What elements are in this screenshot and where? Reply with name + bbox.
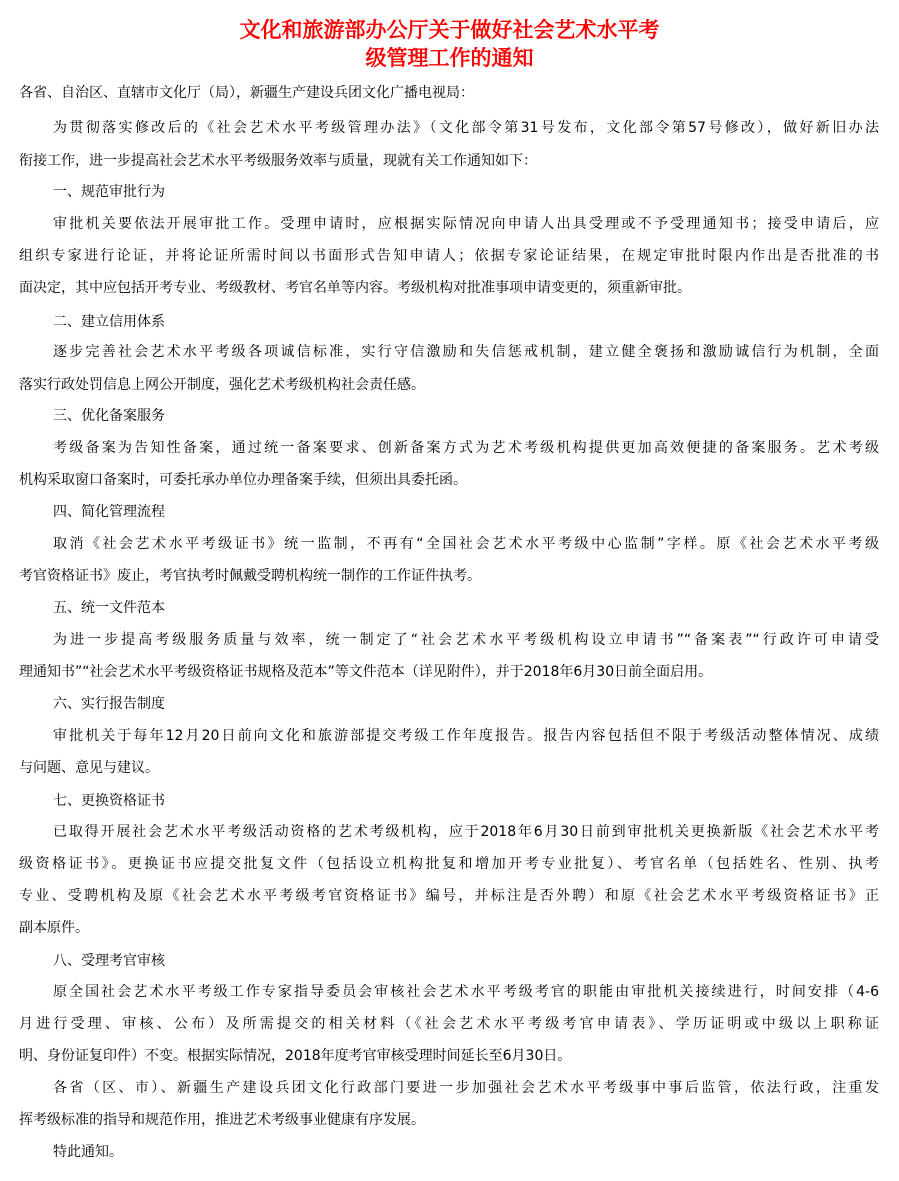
section-line: 明、身份证复印件）不变。根据实际情况，2018年度考官审核受理时间延长至6月30日。 xyxy=(19,1048,572,1064)
section-heading: 三、优化备案服务 xyxy=(53,408,165,424)
section-line: 面决定，其中应包括开考专业、考级教材、考官名单等内容。考级机构对批准事项申请变更的，须重新审批。 xyxy=(19,280,691,296)
section-heading: 八、受理考官审核 xyxy=(53,953,165,969)
section-line: 理通知书”“社会艺术水平考级资格证书规格及范本”等文件范本（详见附件），并于2018年6月30日前全面启用。 xyxy=(19,664,713,680)
section-line: 考官资格证书》废止，考官执考时佩戴受聘机构统一制作的工作证件执考。 xyxy=(19,568,481,584)
section-line: 级资格证书》。更换证书应提交批复文件（包括设立机构批复和增加开考专业批复）、考官名单（包括姓名、性别、执考 xyxy=(19,856,879,872)
section-heading: 七、更换资格证书 xyxy=(53,793,165,809)
section-line: 落实行政处罚信息上网公开制度，强化艺术考级机构社会责任感。 xyxy=(19,377,425,393)
section-line: 原全国社会艺术水平考级工作专家指导委员会审核社会艺术水平考级考官的职能由审批机关接续进行，时间安排（4-6 xyxy=(53,984,879,1000)
section-line: 月进行受理、审核、公布）及所需提交的相关材料（《社会艺术水平考级考官申请表》、学历证明或中级以上职称证 xyxy=(19,1016,879,1032)
section-line: 与问题、意见与建议。 xyxy=(19,760,159,776)
section-heading: 四、简化管理流程 xyxy=(53,504,165,520)
section-line: 取消《社会艺术水平考级证书》统一监制，不再有“全国社会艺术水平考级中心监制”字样。原《社会艺术水平考级 xyxy=(53,536,879,552)
section-line: 已取得开展社会艺术水平考级活动资格的艺术考级机构，应于2018年6月30日前到审批机关更换新版《社会艺术水平考 xyxy=(53,824,879,840)
section-line: 组织专家进行论证，并将论证所需时间以书面形式告知申请人；依据专家论证结果，在规定审批时限内作出是否批准的书 xyxy=(19,248,879,264)
section-line: 审批机关要依法开展审批工作。受理申请时，应根据实际情况向申请人出具受理或不予受理通知书；接受申请后，应 xyxy=(53,216,879,232)
section-heading: 二、建立信用体系 xyxy=(53,314,165,330)
closing-line: 各省（区、市）、新疆生产建设兵团文化行政部门要进一步加强社会艺术水平考级事中事后监管，依法行政，注重发 xyxy=(53,1080,879,1096)
salutation: 各省、自治区、直辖市文化厅（局），新疆生产建设兵团文化广播电视局： xyxy=(19,85,474,101)
section-heading: 六、实行报告制度 xyxy=(53,696,165,712)
intro-line: 为贯彻落实修改后的《社会艺术水平考级管理办法》（文化部令第31号发布，文化部令第57号修改），做好新旧办法 xyxy=(53,120,879,136)
section-line: 为进一步提高考级服务质量与效率，统一制定了“社会艺术水平考级机构设立申请书”“备案表”“行政许可申请受 xyxy=(53,632,879,648)
signoff: 特此通知。 xyxy=(53,1144,123,1160)
document-title-line-1: 文化和旅游部办公厅关于做好社会艺术水平考 xyxy=(239,18,660,42)
document-title-line-2: 级管理工作的通知 xyxy=(365,46,534,70)
section-line: 考级备案为告知性备案，通过统一备案要求、创新备案方式为艺术考级机构提供更加高效便捷的备案服务。艺术考级 xyxy=(53,440,879,456)
intro-line: 衔接工作，进一步提高社会艺术水平考级服务效率与质量，现就有关工作通知如下： xyxy=(19,153,537,169)
section-heading: 五、统一文件范本 xyxy=(53,600,165,616)
section-line: 逐步完善社会艺术水平考级各项诚信标准，实行守信激励和失信惩戒机制，建立健全褒扬和激励诚信行为机制，全面 xyxy=(53,344,879,360)
section-heading: 一、规范审批行为 xyxy=(53,184,165,200)
section-line: 副本原件。 xyxy=(19,920,89,936)
section-line: 机构采取窗口备案时，可委托承办单位办理备案手续，但须出具委托函。 xyxy=(19,472,467,488)
closing-line: 挥考级标准的指导和规范作用，推进艺术考级事业健康有序发展。 xyxy=(19,1112,425,1128)
section-line: 审批机关于每年12月20日前向文化和旅游部提交考级工作年度报告。报告内容包括但不限于考级活动整体情况、成绩 xyxy=(53,728,879,744)
section-line: 专业、受聘机构及原《社会艺术水平考级考官资格证书》编号，并标注是否外聘）和原《社会艺术水平考级资格证书》正 xyxy=(19,888,879,904)
